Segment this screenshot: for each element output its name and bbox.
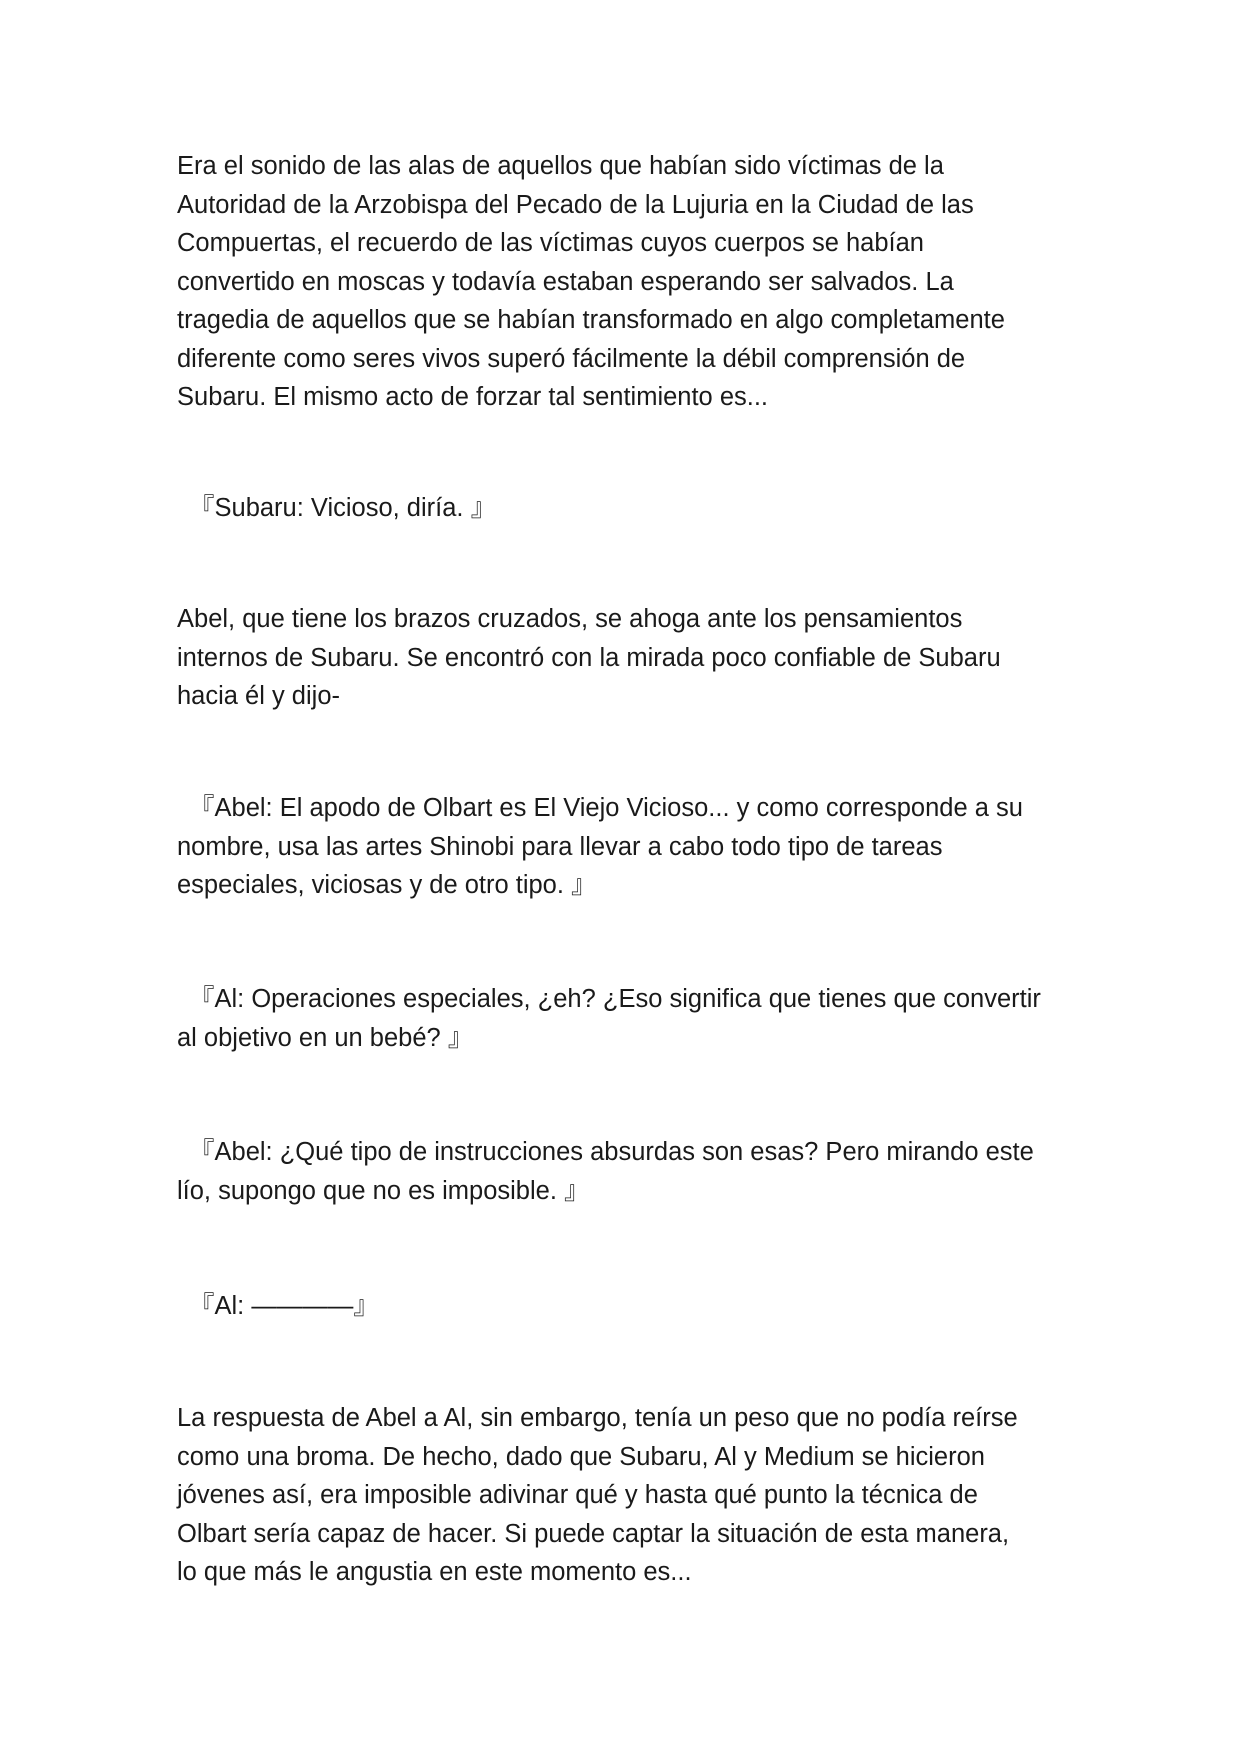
text-line: Subaru. El mismo acto de forzar tal sentimiento es...: [177, 383, 769, 411]
text-line: jóvenes así, era imposible adivinar qué y hasta qué punto la técnica de: [177, 1481, 978, 1509]
narration-paragraph: [177, 600, 1062, 716]
text-line: Olbart sería capaz de hacer. Si puede captar la situación de esta manera,: [177, 1519, 1010, 1548]
text-line: 『Abel: El apodo de Olbart es El Viejo Vicioso... y como corresponde a su: [189, 794, 1023, 822]
text-line: Autoridad de la Arzobispa del Pecado de la Lujuria en la Ciudad de las: [177, 190, 974, 219]
dialogue-line-al: [177, 1287, 1062, 1326]
text-line: La respuesta de Abel a Al, sin embargo, tenía un peso que no podía reírse: [177, 1404, 1018, 1432]
text-line: 『Abel: ¿Qué tipo de instrucciones absurdas son esas? Pero mirando este: [189, 1138, 1034, 1166]
dialogue-line-subaru: [177, 489, 1062, 528]
text-line: Era el sonido de las alas de aquellos que habían sido víctimas de la: [177, 152, 944, 180]
dialogue-line-abel: [177, 1133, 1062, 1210]
dialogue-line-abel: [177, 789, 1062, 905]
text-line: internos de Subaru. Se encontró con la mirada poco confiable de Subaru: [177, 643, 1001, 672]
text-line: como una broma. De hecho, dado que Subaru, Al y Medium se hicieron: [177, 1442, 985, 1471]
text-line: 『Subaru: Vicioso, diría. 』: [189, 494, 497, 522]
narration-paragraph: [177, 147, 1062, 417]
text-line: especiales, viciosas y de otro tipo. 』: [177, 871, 597, 899]
text-line: nombre, usa las artes Shinobi para llevar a cabo todo tipo de tareas: [177, 832, 943, 861]
text-line: Compuertas, el recuerdo de las víctimas cuyos cuerpos se habían: [177, 229, 924, 257]
text-line: Abel, que tiene los brazos cruzados, se ahoga ante los pensamientos: [177, 605, 963, 633]
text-line: lío, supongo que no es imposible. 』: [177, 1176, 590, 1205]
text-line: al objetivo en un bebé? 』: [177, 1023, 474, 1052]
text-line: diferente como seres vivos superó fácilmente la débil comprensión de: [177, 344, 966, 373]
narration-paragraph: [177, 1399, 1062, 1592]
text-line: lo que más le angustia en este momento es...: [177, 1558, 692, 1586]
text-line: hacia él y dijo-: [177, 682, 340, 710]
text-line: 『Al: Operaciones especiales, ¿eh? ¿Eso significa que tienes que convertir: [189, 985, 1041, 1013]
text-line: convertido en moscas y todavía estaban esperando ser salvados. La: [177, 267, 954, 296]
dialogue-line-al: [177, 980, 1062, 1057]
text-line: 『Al: ————』: [189, 1292, 379, 1320]
text-line: tragedia de aquellos que se habían transformado en algo completamente: [177, 306, 1005, 334]
